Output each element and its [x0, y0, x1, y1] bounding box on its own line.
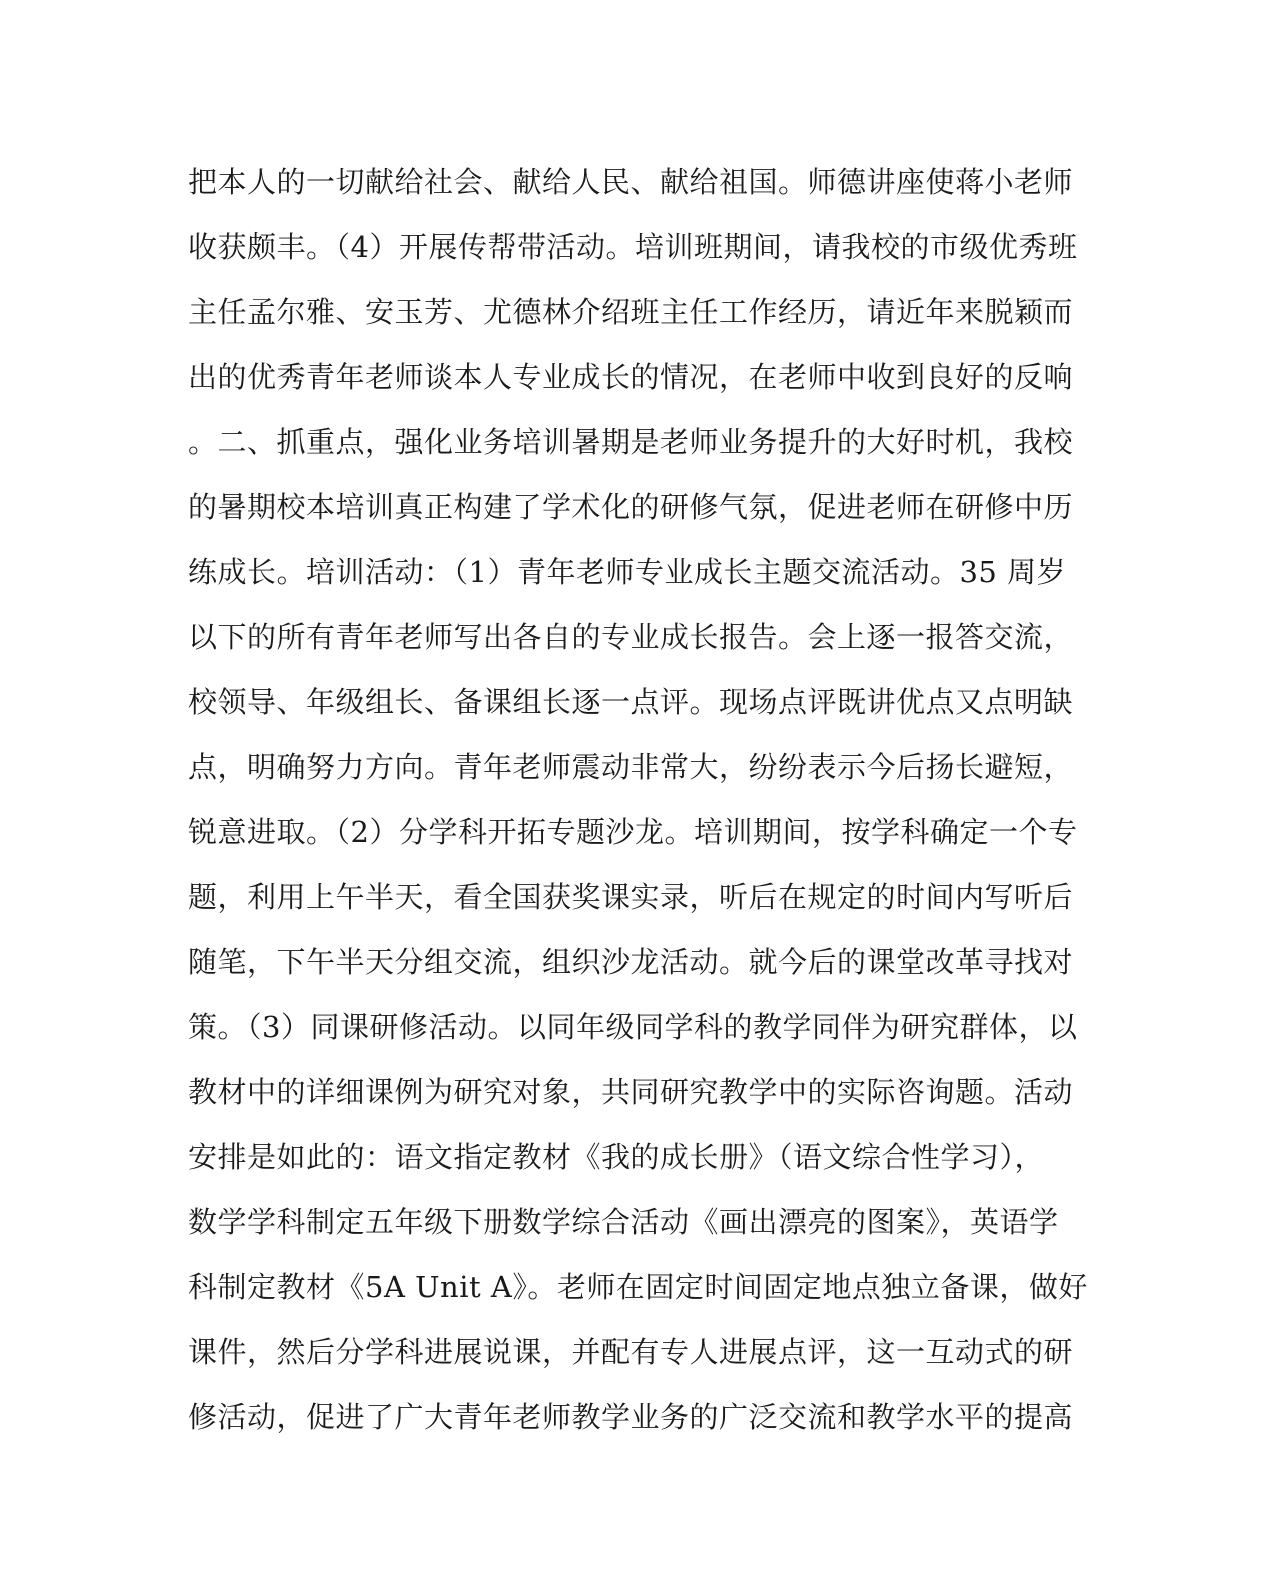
- text-line: 把本人的一切献给社会、献给人民、献给祖国。师德讲座使蒋小老师: [188, 165, 1074, 199]
- text-line: 策。（3）同课研修活动。以同年级同学科的教学同伴为研究群体，以: [188, 1010, 1078, 1044]
- text-line: 出的优秀青年老师谈本人专业成长的情况，在老师中收到良好的反响: [188, 360, 1074, 394]
- text-line: 数学学科制定五年级下册数学综合活动《画出漂亮的图案》，英语学: [188, 1205, 1059, 1239]
- text-line: 安排是如此的：语文指定教材《我的成长册》（语文综合性学习），: [188, 1140, 1045, 1174]
- text-line: 随笔，下午半天分组交流，组织沙龙活动。就今后的课堂改革寻找对: [188, 945, 1074, 979]
- text-line: 主任孟尔雅、安玉芳、尤德林介绍班主任工作经历，请近年来脱颖而: [188, 295, 1074, 329]
- text-line: 练成长。培训活动：（1）青年老师专业成长主题交流活动。35 周岁: [188, 555, 1067, 589]
- text-line: 校领导、年级组长、备课组长逐一点评。现场点评既讲优点又点明缺: [188, 685, 1074, 719]
- text-line: 科制定教材《5A Unit A》。老师在固定时间固定地点独立备课，做好: [188, 1270, 1088, 1304]
- document-body: [188, 150, 1088, 1450]
- text-line: 课件，然后分学科进展说课，并配有专人进展点评，这一互动式的研: [188, 1335, 1074, 1369]
- text-line: 。二、抓重点，强化业务培训暑期是老师业务提升的大好时机，我校: [188, 425, 1074, 459]
- text-line: 锐意进取。（2）分学科开拓专题沙龙。培训期间，按学科确定一个专: [188, 815, 1078, 849]
- text-line: 教材中的详细课例为研究对象，共同研究教学中的实际咨询题。活动: [188, 1075, 1074, 1109]
- text-line: 修活动，促进了广大青年老师教学业务的广泛交流和教学水平的提高: [188, 1400, 1074, 1434]
- text-line: 以下的所有青年老师写出各自的专业成长报告。会上逐一报答交流，: [188, 620, 1074, 654]
- text-line: 收获颇丰。（4）开展传帮带活动。培训班期间，请我校的市级优秀班: [188, 230, 1078, 264]
- text-line: 的暑期校本培训真正构建了学术化的研修气氛，促进老师在研修中历: [188, 490, 1074, 524]
- text-line: 点，明确努力方向。青年老师震动非常大，纷纷表示今后扬长避短，: [188, 750, 1074, 784]
- text-line: 题，利用上午半天，看全国获奖课实录，听后在规定的时间内写听后: [188, 880, 1074, 914]
